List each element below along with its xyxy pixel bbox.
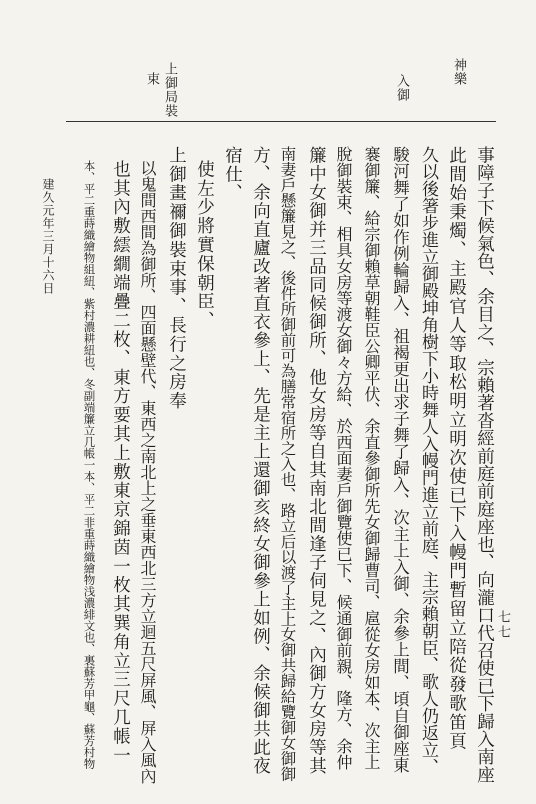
text-column-3: 久以後箸步進立御殿坤角樹下小時舞人入幔門進立前庭、主宗賴朝臣、歌人仍返立、 — [418, 146, 438, 775]
running-head-kagura: 神樂 — [451, 58, 466, 86]
header-rule — [66, 121, 496, 122]
text-column-4: 駿河舞了如作例輪歸入、祖褐更出求子舞了歸入、次主上入御、余參上間、頃自御座東 — [390, 146, 410, 773]
text-column-5: 褰御簾、給宗御賴草朝鞋臣公卿平伏、余直參御所先女御歸曹司、扈從女房如本、次主上 — [362, 146, 381, 770]
text-column-1: 事障子下候氣色、余目之、宗賴著沓經前庭前庭座也、向瀧口代召使已下歸入南座 — [474, 146, 495, 784]
page-number: 七七 — [495, 610, 510, 640]
text-column-6: 脫御裝束、相具女房等渡女御々方給、於西面妻戶御覽使已下、候通御前親、隆方、余仲 — [334, 146, 353, 770]
text-column-15: 本、平二重蒔織繪物組紐、紫村濃耕紐也、冬副端簾立几帳一本、平二非重蒔織繪物浅濃緋文也、裏蘇芳甲龜、蘇芳村物 — [82, 160, 97, 770]
text-column-9: 方、余向直廬改著直衣參上、先是主上還御亥終女御參上如例、余候御共此夜 — [250, 146, 271, 775]
entry-date: 建久元年三月十六日 — [41, 178, 55, 295]
text-column-11: 使左少將實保朝臣、 — [194, 160, 215, 331]
running-head-oniyubone: 上御局裝 — [162, 62, 177, 118]
running-head-nyugyo: 入御 — [394, 74, 409, 102]
text-column-12: 上御畫禰御裝束事、長行之房奉 — [166, 146, 187, 411]
text-column-2: 此間始秉燭、主殿官人等取松明立明次使已下入幔門暫留立陪從發歌笛頁 — [446, 146, 467, 751]
text-column-13: 以鬼間西間為御所、四面懸壁代、東西之南北上之垂東西北三方立迴五尺屏風、屏入風內 — [138, 160, 157, 784]
text-column-8: 南妻戶懸簾見之、後件所御前可為膳常宿所之入也、路立后以渡了主上女御共歸給覽御女御御 — [278, 146, 297, 782]
text-column-7: 簾中女御并三品同候御所、他女房等自其南北間逢子伺見之、內御方女房等其 — [306, 146, 327, 775]
text-column-10: 宿仕、 — [222, 146, 243, 203]
text-column-14: 也其內敷繧繝端疊二枚、東方要其上敷東京錦茵一枚其巽角立三尺几帳一 — [110, 160, 131, 765]
running-head-tsuka: 束 — [144, 72, 159, 86]
